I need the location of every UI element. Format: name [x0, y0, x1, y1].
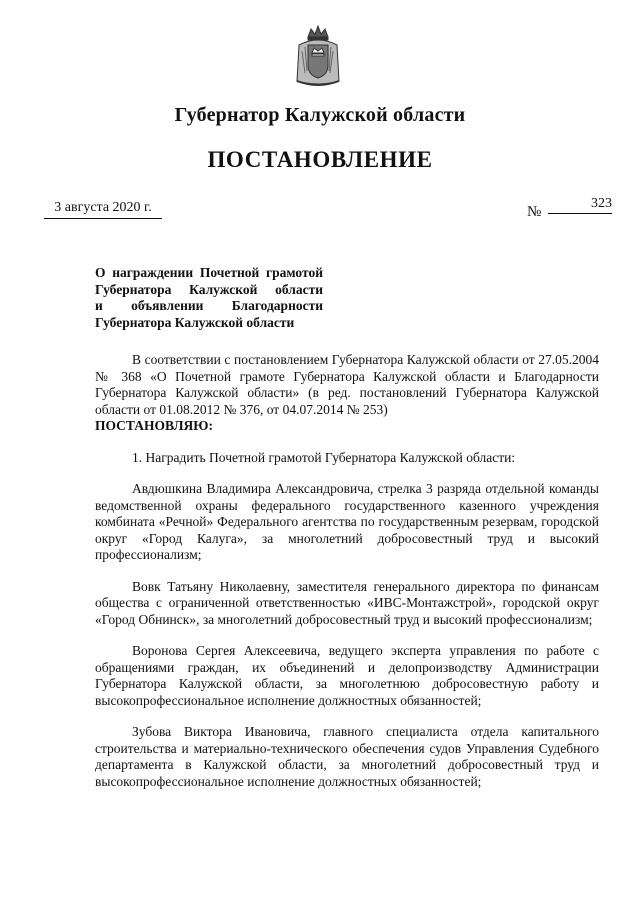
- awardee-paragraph: Вовк Татьяну Николаевну, заместителя генерального директора по финансам общества с ограниченной ответственностью «ИВС-Монтажстрой», городской округ «Город Обнинск», за многолетний добросовестный труд и высокий профессионализм;: [95, 578, 599, 627]
- document-subject: [95, 265, 323, 331]
- issuer-title: Губернатор Калужской области: [174, 104, 466, 126]
- kaluga-coat-of-arms-icon: [293, 23, 343, 87]
- awardee-paragraph: Воронова Сергея Алексеевича, ведущего эксперта управления по работе с обращениями граждан, их объединений и делопроизводству Администрации Губернатора Калужской области, за многолетнюю добросовестную работу и высокопрофессиональное исполнение должностных обязанностей;: [95, 643, 599, 708]
- number-label: №: [527, 204, 542, 220]
- awardee-paragraph: Зубова Виктора Ивановича, главного специалиста отдела капитального строительства и материально-технического обеспечения судов Управления Судебного департамента в Калужской области, за многолетний добросовестный труд и высокопрофессиональное исполнение должностных обязанностей;: [95, 724, 599, 789]
- subject-line: Губернатора Калужской области: [95, 314, 295, 330]
- item-1-heading: 1. Наградить Почетной грамотой Губернатора Калужской области:: [132, 449, 516, 465]
- subject-line: и объявлении Благодарности: [95, 298, 323, 313]
- subject-line: О награждении Почетной грамотой: [95, 265, 323, 280]
- document-type-title: ПОСТАНОВЛЕНИЕ: [207, 147, 433, 172]
- preamble-paragraph: В соответствии с постановлением Губернатора Калужской области от 27.05.2004 № 368 «О Почетной грамоте Губернатора Калужской области и Благодарности Губернатора Калужской области» (в ред. постановлений Губернатора Калужской области от 01.08.2012 № 376, от 04.07.2014 № 253): [95, 352, 599, 417]
- document-body: [95, 352, 599, 805]
- document-number: 323: [548, 196, 612, 214]
- decree-word: ПОСТАНОВЛЯЮ:: [95, 418, 213, 433]
- subject-line: Губернатора Калужской области: [95, 281, 323, 297]
- document-date: 3 августа 2020 г.: [44, 200, 162, 219]
- awardee-paragraph: Авдюшкина Владимира Александровича, стрелка 3 разряда отдельной команды ведомственной охраны федерального государственного казенного учреждения комбината «Речной» Федерального агентства по государственным резервам, городской округ «Город Калуга», за многолетний добросовестный труд и высокий профессионализм;: [95, 481, 599, 562]
